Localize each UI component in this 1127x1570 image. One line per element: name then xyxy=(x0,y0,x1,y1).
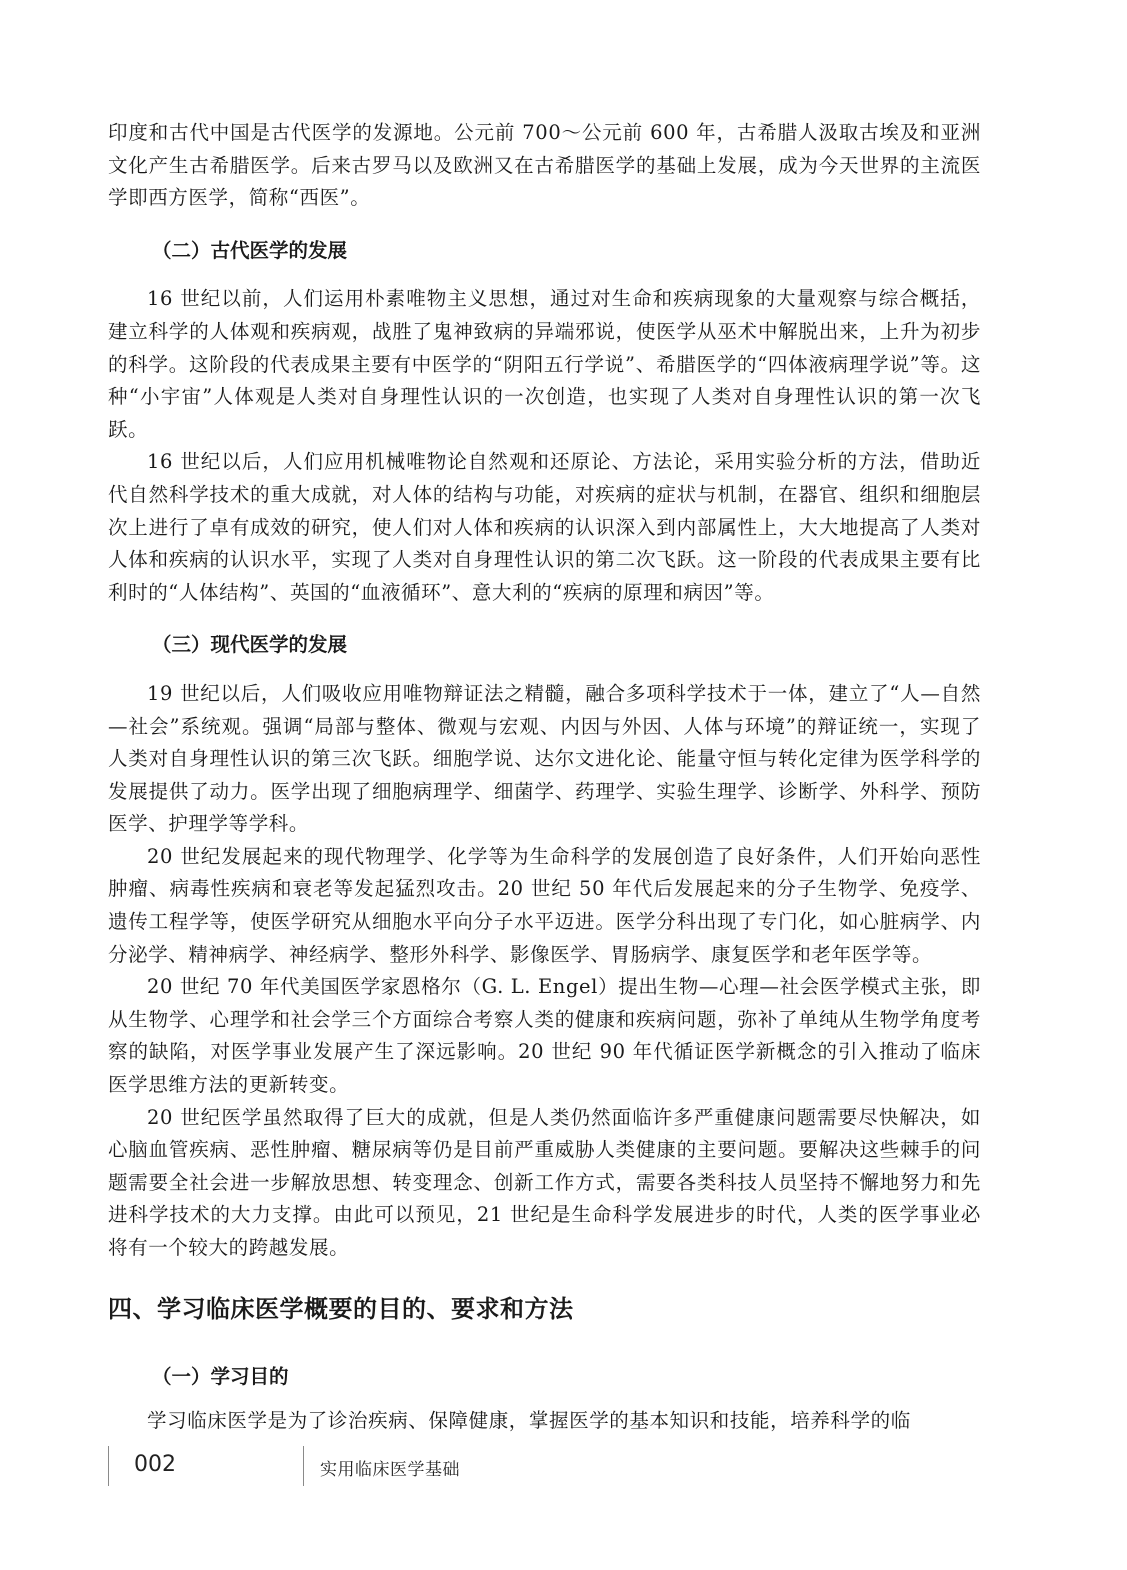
page-number: 002 xyxy=(134,1452,176,1477)
paragraph-modern-2: 20 世纪发展起来的现代物理学、化学等为生命科学的发展创造了良好条件，人们开始向恶性肿瘤、病毒性疾病和衰老等发起猛烈攻击。20 世纪 50 年代后发展起来的分子生物学、免疫学、遗传工程学等，使医学研究从细胞水平向分子水平迈进。医学分科出现了专门化，如心脏病学、内分泌学、精神病学、神经病学、整形外科学、影像医学、胃肠病学、康复医学和老年医学等。 xyxy=(108,844,981,966)
book-title: 实用临床医学基础 xyxy=(320,1460,460,1480)
paragraph-purpose: 学习临床医学是为了诊治疾病、保障健康，掌握医学的基本知识和技能，培养科学的临 xyxy=(147,1409,911,1433)
subheading-modern-medicine: （三）现代医学的发展 xyxy=(152,633,348,657)
section-heading-4: 四、学习临床医学概要的目的、要求和方法 xyxy=(108,1294,574,1323)
paragraph-modern-3: 20 世纪 70 年代美国医学家恩格尔（G. L. Engel）提出生物—心理—社会医学模式主张，即从生物学、心理学和社会学三个方面综合考察人类的健康和疾病问题，弥补了单纯从生物学角度考察的缺陷，对医学事业发展产生了深远影响。20 世纪 90 年代循证医学新概念的引入推动了临床医学思维方法的更新转变。 xyxy=(108,975,981,1097)
page-footer xyxy=(108,1446,508,1486)
page-body xyxy=(108,117,981,1438)
footer-left-rule xyxy=(108,1446,109,1486)
paragraph-ancient-2: 16 世纪以后，人们应用机械唯物论自然观和还原论、方法论，采用实验分析的方法，借助近代自然科学技术的重大成就，对人体的结构与功能，对疾病的症状与机制，在器官、组织和细胞层次上进行了卓有成效的研究，使人们对人体和疾病的认识深入到内部属性上，大大地提高了人类对人体和疾病的认识水平，实现了人类对自身理性认识的第二次飞跃。这一阶段的代表成果主要有比利时的“人体结构”、英国的“血液循环”、意大利的“疾病的原理和病因”等。 xyxy=(108,450,981,604)
subheading-ancient-medicine: （二）古代医学的发展 xyxy=(152,238,348,262)
paragraph-ancient-1: 16 世纪以前，人们运用朴素唯物主义思想，通过对生命和疾病现象的大量观察与综合概括，建立科学的人体观和疾病观，战胜了鬼神致病的异端邪说，使医学从巫术中解脱出来，上升为初步的科学。这阶段的代表成果主要有中医学的“阴阳五行学说”、希腊医学的“四体液病理学说”等。这种“小宇宙”人体观是人类对自身理性认识的一次创造，也实现了人类对自身理性认识的第一次飞跃。 xyxy=(108,287,981,441)
footer-divider xyxy=(303,1446,304,1486)
paragraph-modern-1: 19 世纪以后，人们吸收应用唯物辩证法之精髓，融合多项科学技术于一体，建立了“人—自然—社会”系统观。强调“局部与整体、微观与宏观、内因与外因、人体与环境”的辩证统一，实现了人类对自身理性认识的第三次飞跃。细胞学说、达尔文进化论、能量守恒与转化定律为医学科学的发展提供了动力。医学出现了细胞病理学、细菌学、药理学、实验生理学、诊断学、外科学、预防医学、护理学等学科。 xyxy=(108,681,981,836)
subheading-learning-purpose: （一）学习目的 xyxy=(152,1364,289,1388)
paragraph-modern-4: 20 世纪医学虽然取得了巨大的成就，但是人类仍然面临许多严重健康问题需要尽快解决，如心脑血管疾病、恶性肿瘤、糖尿病等仍是目前严重威胁人类健康的主要问题。要解决这些棘手的问题需要全社会进一步解放思想、转变理念、创新工作方式，需要各类科技人员坚持不懈地努力和先进科学技术的大力支撑。由此可以预见，21 世纪是生命科学发展进步的时代，人类的医学事业必将有一个较大的跨越发展。 xyxy=(108,1105,981,1259)
paragraph-intro: 印度和古代中国是古代医学的发源地。公元前 700～公元前 600 年，古希腊人汲取古埃及和亚洲文化产生古希腊医学。后来古罗马以及欧洲又在古希腊医学的基础上发展，成为今天世界的主流医学即西方医学，简称“西医”。 xyxy=(108,121,981,210)
